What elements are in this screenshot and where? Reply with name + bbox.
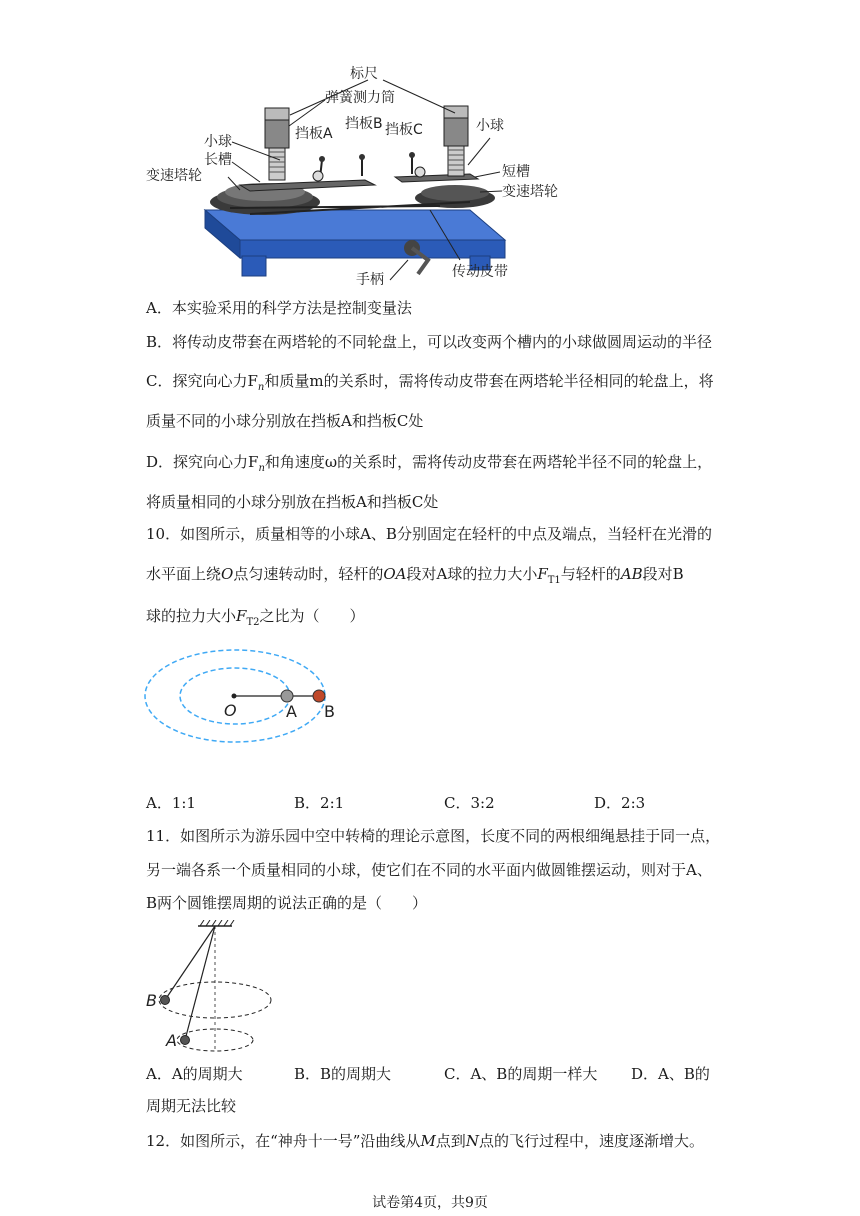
q10-line3 xyxy=(146,606,365,633)
q12-l1a: 12．如图所示，在“神舟十一号”沿曲线从 xyxy=(146,1132,421,1150)
label-handle: 手柄 xyxy=(356,272,384,285)
label-belt: 传动皮带 xyxy=(452,264,508,280)
q10-l3a: 球的拉力大小 xyxy=(146,607,237,625)
q11-line3: B两个圆锥摆周期的说法正确的是（ ） xyxy=(146,894,428,912)
q10-l2c: 段对A球的拉力大小 xyxy=(406,565,538,583)
q10-option-a: A．1:1 xyxy=(146,794,196,812)
q9-c-text2: 和质量m的关系时，需将传动皮带套在两塔轮半径相同的轮盘上，将 xyxy=(264,372,714,390)
label-spring: 弹簧测力筒 xyxy=(325,90,395,106)
q10-pivot-o xyxy=(232,694,237,699)
label-plate-c: 挡板C xyxy=(385,122,423,138)
q9-option-c-line1 xyxy=(146,371,714,398)
q11-label-a: A xyxy=(166,1031,177,1050)
q12-l1m: M xyxy=(420,1132,436,1150)
q9-d-sub: n xyxy=(258,463,265,474)
q9-d-text1: D．探究向心力F xyxy=(146,453,259,471)
q10-l2e: 段对B xyxy=(642,565,684,583)
q10-l2o: O xyxy=(221,565,234,583)
q9-option-a: A．本实验采用的科学方法是控制变量法 xyxy=(146,299,412,317)
q12-line1 xyxy=(146,1131,704,1151)
q11-ball-a xyxy=(181,1036,190,1045)
q10-l2d: 与轻杆的 xyxy=(560,565,621,583)
q11-conical-pendulum-figure xyxy=(140,920,290,1055)
q12-l1c: 点的飞行过程中，速度逐渐增大。 xyxy=(478,1132,704,1150)
q9-c-sub: n xyxy=(257,382,265,393)
q11-option-b: B．B的周期大 xyxy=(294,1065,392,1083)
q11-option-d: D．A、B的 xyxy=(631,1065,710,1083)
q11-option-c: C．A、B的周期一样大 xyxy=(444,1065,598,1083)
label-ball-right: 小球 xyxy=(476,118,504,134)
q10-ball-a xyxy=(281,690,293,702)
q10-label-a: A xyxy=(286,702,297,721)
q10-label-o: O xyxy=(224,701,237,720)
q10-l3sub: T2 xyxy=(246,617,260,628)
q10-l3f: F xyxy=(236,607,247,625)
label-long-groove: 长槽 xyxy=(204,152,232,168)
q10-line2 xyxy=(146,564,684,591)
label-plate-b: 挡板B xyxy=(345,116,383,132)
q10-l2ab: AB xyxy=(620,565,643,583)
q11-option-d-cont: 周期无法比较 xyxy=(146,1097,237,1115)
label-pulley-right: 变速塔轮 xyxy=(502,184,558,200)
q10-l3b: 之比为（ ） xyxy=(259,607,365,625)
q12-l1b: 点到 xyxy=(435,1132,466,1150)
q11-string-a xyxy=(185,926,215,1040)
label-ball-left: 小球 xyxy=(204,134,232,150)
q9-option-d-line1 xyxy=(146,452,712,479)
label-plate-a: 挡板A xyxy=(295,126,333,142)
q10-l2f: F xyxy=(537,565,548,583)
q11-option-a: A．A的周期大 xyxy=(146,1065,243,1083)
q11-ball-b xyxy=(161,996,170,1005)
centripetal-apparatus-figure xyxy=(140,60,580,285)
q10-l2sub: T1 xyxy=(547,575,561,586)
q11-label-b: B xyxy=(146,991,157,1010)
q9-option-c-line2: 质量不同的小球分别放在挡板A和挡板C处 xyxy=(146,412,424,430)
q10-l2oa: OA xyxy=(383,565,407,583)
q10-l2b: 点匀速转动时，轻杆的 xyxy=(233,565,384,583)
q10-option-c: C．3:2 xyxy=(444,794,495,812)
q10-option-d: D．2:3 xyxy=(594,794,646,812)
q9-option-d-line2: 将质量相同的小球分别放在挡板A和挡板C处 xyxy=(146,493,439,511)
q10-option-b: B．2:1 xyxy=(294,794,345,812)
q11-string-b xyxy=(165,926,215,1000)
label-short-groove: 短槽 xyxy=(502,164,530,180)
q10-rotating-rod-figure xyxy=(140,644,380,754)
q11-line2: 另一端各系一个质量相同的小球，使它们在不同的水平面内做圆锥摆运动，则对于A、 xyxy=(146,861,712,879)
q10-line1: 10．如图所示，质量相等的小球A、B分别固定在轻杆的中点及端点，当轻杆在光滑的 xyxy=(146,525,712,543)
q10-ball-b xyxy=(313,690,325,702)
q10-label-b: B xyxy=(324,702,335,721)
q9-c-text1: C．探究向心力F xyxy=(146,372,258,390)
q12-l1n: N xyxy=(465,1132,479,1150)
label-pulley-left: 变速塔轮 xyxy=(146,168,202,184)
q9-option-b: B．将传动皮带套在两塔轮的不同轮盘上，可以改变两个槽内的小球做圆周运动的半径 xyxy=(146,333,713,351)
page-footer: 试卷第4页，共9页 xyxy=(372,1195,488,1211)
q11-line1: 11．如图所示为游乐园中空中转椅的理论示意图，长度不同的两根细绳悬挂于同一点， xyxy=(146,827,721,845)
q9-d-text2: 和角速度ω的关系时，需将传动皮带套在两塔轮半径不同的轮盘上， xyxy=(264,453,713,471)
q10-l2a: 水平面上绕 xyxy=(146,565,222,583)
label-ruler: 标尺 xyxy=(350,66,378,82)
